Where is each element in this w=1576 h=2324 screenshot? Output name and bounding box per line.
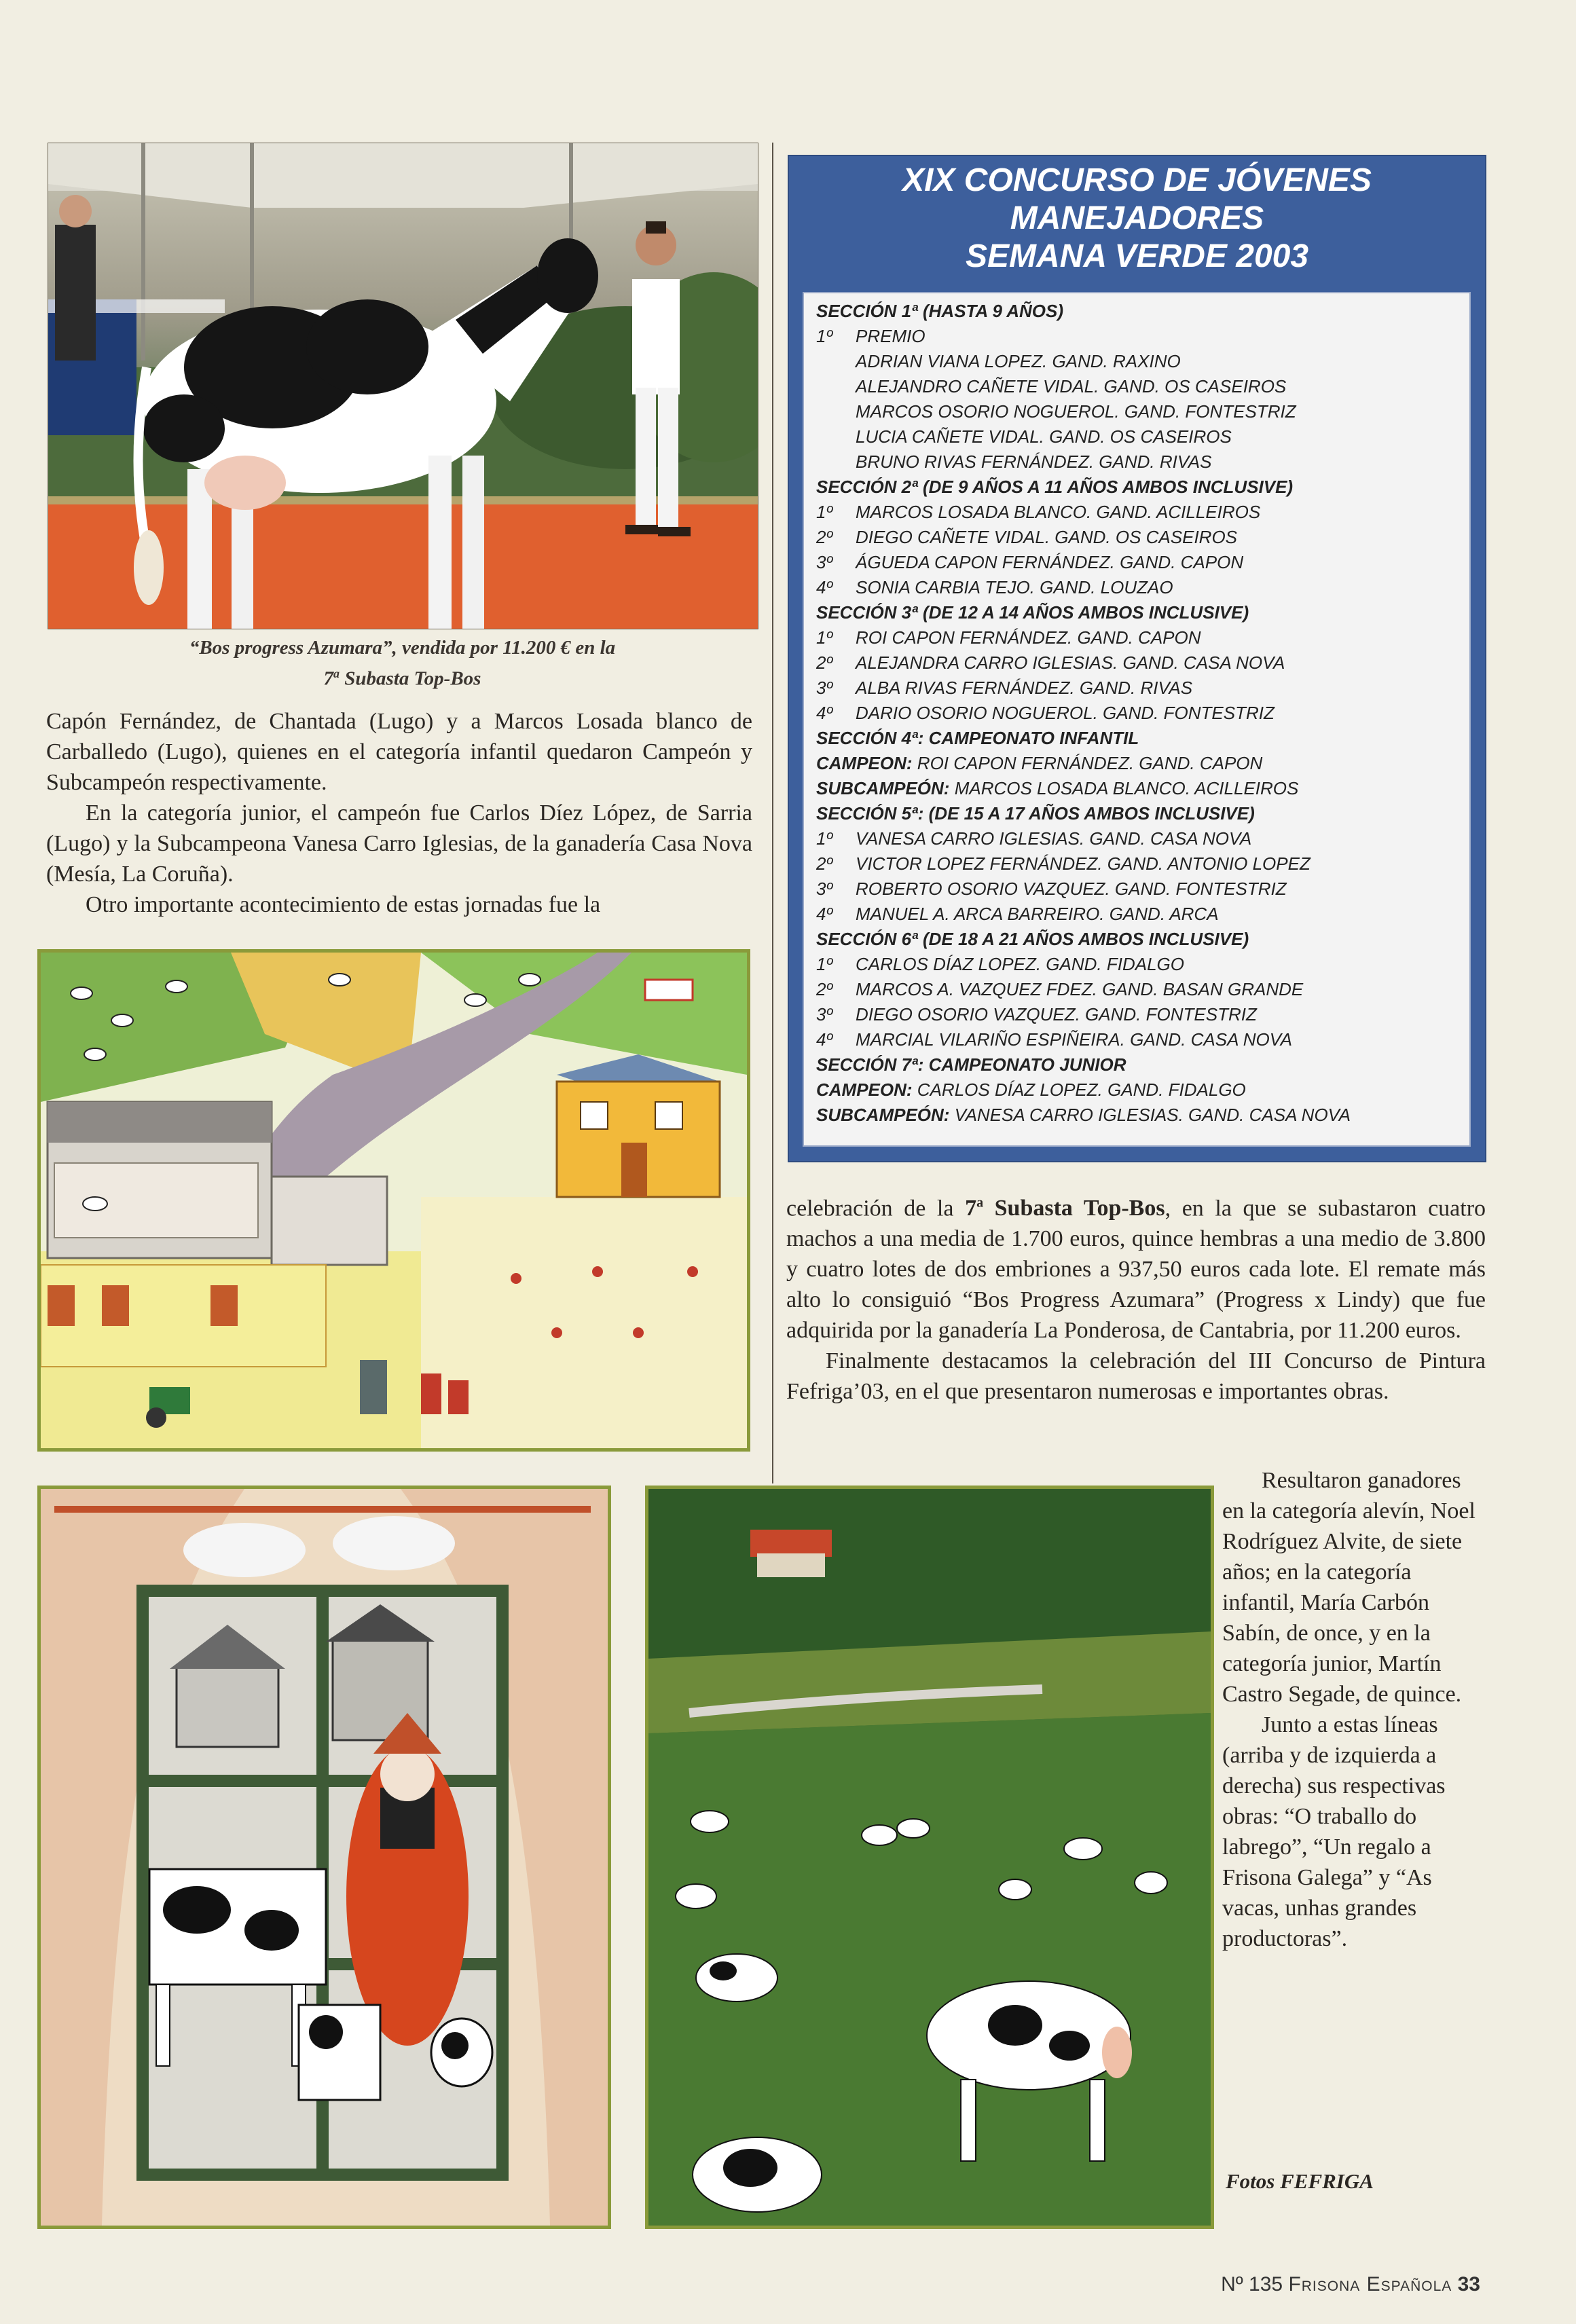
result-row [816,500,1461,525]
result-position: 2º [816,652,832,673]
result-row [816,902,1461,927]
result-name: SONIA CARBIA TEJO. GAND. LOUZAO [856,577,1173,597]
result-name: MANUEL A. ARCA BARREIRO. GAND. ARCA [856,904,1219,924]
result-position: 3º [816,552,832,572]
section-heading: SECCIÓN 4ª: CAMPEONATO INFANTIL [816,728,1139,748]
champion-label: CAMPEON: [816,753,913,773]
result-name: DIEGO OSORIO VAZQUEZ. GAND. FONTESTRIZ [856,1004,1257,1025]
result-position: 4º [816,1029,832,1050]
result-name: MARCOS LOSADA BLANCO. GAND. ACILLEIROS [856,502,1261,522]
result-name: PREMIO [856,326,926,346]
result-name: ADRIAN VIANA LOPEZ. GAND. RAXINO [856,351,1181,371]
result-name: ÁGUEDA CAPON FERNÁNDEZ. GAND. CAPON [856,552,1244,572]
right-p1-ordinal: 7 [965,1196,977,1221]
photo-caption-line-2 [48,661,757,692]
result-row [816,324,1461,349]
right-article-text [786,1188,1486,1407]
champion-row [816,751,1461,776]
result-position: 2º [816,527,832,547]
result-name: ALEJANDRO CAÑETE VIDAL. GAND. OS CASEIROS [856,376,1287,396]
caption-ordinal: 7 [323,667,334,690]
champion-row [816,776,1461,801]
result-name: ROI CAPON FERNÁNDEZ. GAND. CAPON [856,627,1201,648]
right-p1-rest: , en la que se subastaron cuatro machos a una media de 1.700 euros, quince hembras a una medio de 3.800 y cuatro lotes de dos embriones a 937,50 euros cada lote. El remate más alto lo consiguió “Bos Progress Azumara” (Progress x Lindy) que fue adquirida por la ganadería La Ponderosa, de Cantabria, por 11.200 euros. [786,1196,1486,1344]
section-heading: SECCIÓN 3ª (DE 12 A 14 AÑOS AMBOS INCLUSIVE) [816,602,1249,623]
result-position: 1º [816,828,832,849]
result-position: 3º [816,678,832,698]
farm-drawing [37,949,750,1452]
result-row [816,424,1461,449]
result-name: VANESA CARRO IGLESIAS. GAND. CASA NOVA [856,828,1252,849]
champion-name: MARCOS LOSADA BLANCO. ACILLEIROS [954,778,1299,798]
page-folio [1141,2273,1480,2296]
champion-name: VANESA CARRO IGLESIAS. GAND. CASA NOVA [954,1105,1351,1125]
result-name: ALBA RIVAS FERNÁNDEZ. GAND. RIVAS [856,678,1193,698]
champion-row [816,1103,1461,1128]
cow-photo [48,143,758,629]
champion-label: CAMPEON: [816,1080,913,1100]
results-title-line-3: SEMANA VERDE 2003 [965,238,1309,274]
result-row [816,851,1461,877]
champion-label: SUBCAMPEÓN: [816,778,950,798]
result-name: VICTOR LOPEZ FERNÁNDEZ. GAND. ANTONIO LOPEZ [856,853,1311,874]
result-row [816,575,1461,600]
section-heading: SECCIÓN 7ª: CAMPEONATO JUNIOR [816,1054,1126,1075]
window-drawing [37,1486,611,2229]
issue-number: Nº 135 [1221,2273,1289,2295]
right-paragraph-2: Finalmente destacamos la celebración del III Concurso de Pintura Fefriga’03, en el que presentaron numerosas e importantes obras. [786,1348,1486,1405]
result-name: LUCIA CAÑETE VIDAL. GAND. OS CASEIROS [856,426,1232,447]
winners-text [1222,1465,1487,1954]
column-divider [772,143,773,1483]
champion-name: CARLOS DÍAZ LOPEZ. GAND. FIDALGO [917,1080,1246,1100]
result-position: 3º [816,879,832,899]
result-position: 3º [816,1004,832,1025]
result-position: 1º [816,326,832,346]
result-position: 1º [816,627,832,648]
section-heading: SECCIÓN 6ª (DE 18 A 21 AÑOS AMBOS INCLUSIVE) [816,929,1249,949]
result-row [816,977,1461,1002]
result-row [816,826,1461,851]
result-name: ALEJANDRA CARRO IGLESIAS. GAND. CASA NOVA [856,652,1285,673]
results-title-line-1: XIX CONCURSO DE JÓVENES [902,162,1372,198]
right-paragraph-1 [786,1188,1486,1346]
result-position: 2º [816,853,832,874]
result-name: MARCOS OSORIO NOGUEROL. GAND. FONTESTRIZ [856,401,1296,422]
left-paragraph-2: En la categoría junior, el campeón fue Carlos Díez López, de Sarria (Lugo) y la Subcampeona Vanesa Carro Iglesias, de la ganadería Casa Nova (Mesía, La Coruña). [46,800,752,887]
result-position: 1º [816,502,832,522]
champion-label: SUBCAMPEÓN: [816,1105,950,1125]
results-list [816,299,1461,1128]
result-row [816,1027,1461,1052]
left-paragraph-3: Otro importante acontecimiento de estas jornadas fue la [86,892,601,917]
result-row [816,1002,1461,1027]
winners-paragraph-1: Resultaron ganadores en la categoría alevín, Noel Rodríguez Alvite, de siete años; en la categoría infantil, María Carbón Sabín, de once, y en la categoría junior, Martín Castro Segade, de quince. [1222,1468,1476,1707]
result-row [816,525,1461,550]
section-heading: SECCIÓN 2ª (DE 9 AÑOS A 11 AÑOS AMBOS INCLUSIVE) [816,477,1294,497]
result-position: 1º [816,954,832,974]
results-box [788,155,1486,1162]
right-p1-start: celebración de la [786,1196,966,1221]
photo-credits: Fotos FEFRIGA [1226,2169,1374,2193]
cows-field-painting [645,1486,1214,2229]
result-row [816,399,1461,424]
result-row [816,449,1461,475]
champion-row [816,1077,1461,1103]
section-heading: SECCIÓN 5ª: (DE 15 A 17 AÑOS AMBOS INCLUSIVE) [816,803,1255,824]
right-p1-ordinal-sup: a [976,1196,984,1211]
result-row [816,550,1461,575]
result-name: DARIO OSORIO NOGUEROL. GAND. FONTESTRIZ [856,703,1275,723]
section-heading: SECCIÓN 1ª (HASTA 9 AÑOS) [816,301,1064,321]
photo-caption [48,635,757,692]
results-title-line-2: MANEJADORES [1010,200,1264,236]
result-name: BRUNO RIVAS FERNÁNDEZ. GAND. RIVAS [856,451,1212,472]
result-row [816,701,1461,726]
left-paragraph-1: Capón Fernández, de Chantada (Lugo) y a Marcos Losada blanco de Carballedo (Lugo), quienes en el categoría infantil quedaron Campeón y Subcampeón respectivamente. [46,709,752,795]
result-row [816,952,1461,977]
result-name: MARCOS A. VAZQUEZ FDEZ. GAND. BASAN GRANDE [856,979,1304,999]
page-number: 33 [1457,2273,1480,2295]
result-row [816,877,1461,902]
right-p1-event: Subasta Top-Bos [983,1196,1165,1221]
results-list-panel [803,292,1471,1147]
result-row [816,349,1461,374]
caption-rest: Subasta Top-Bos [340,667,481,690]
caption-ordinal-sup: a [333,667,340,680]
winners-paragraph-2: Junto a estas líneas (arriba y de izquierda a derecha) sus respectivas obras: “O traballo do labrego”, “Un regalo a Frisona Galega” y “As vacas, unhas grandes productoras”. [1222,1712,1446,1951]
result-row [816,676,1461,701]
left-article-text [46,706,752,920]
result-row [816,625,1461,650]
result-name: ROBERTO OSORIO VAZQUEZ. GAND. FONTESTRIZ [856,879,1287,899]
results-box-title [789,162,1485,276]
result-name: CARLOS DÍAZ LOPEZ. GAND. FIDALGO [856,954,1184,974]
result-row [816,374,1461,399]
photo-caption-line-1: “Bos progress Azumara”, vendida por 11.200 € en la [189,637,616,659]
result-position: 4º [816,577,832,597]
result-position: 4º [816,703,832,723]
result-name: MARCIAL VILARIÑO ESPIÑEIRA. GAND. CASA NOVA [856,1029,1292,1050]
result-row [816,650,1461,676]
result-position: 4º [816,904,832,924]
result-name: DIEGO CAÑETE VIDAL. GAND. OS CASEIROS [856,527,1238,547]
magazine-name: Frisona Española [1288,2273,1452,2295]
champion-name: ROI CAPON FERNÁNDEZ. GAND. CAPON [917,753,1263,773]
result-position: 2º [816,979,832,999]
